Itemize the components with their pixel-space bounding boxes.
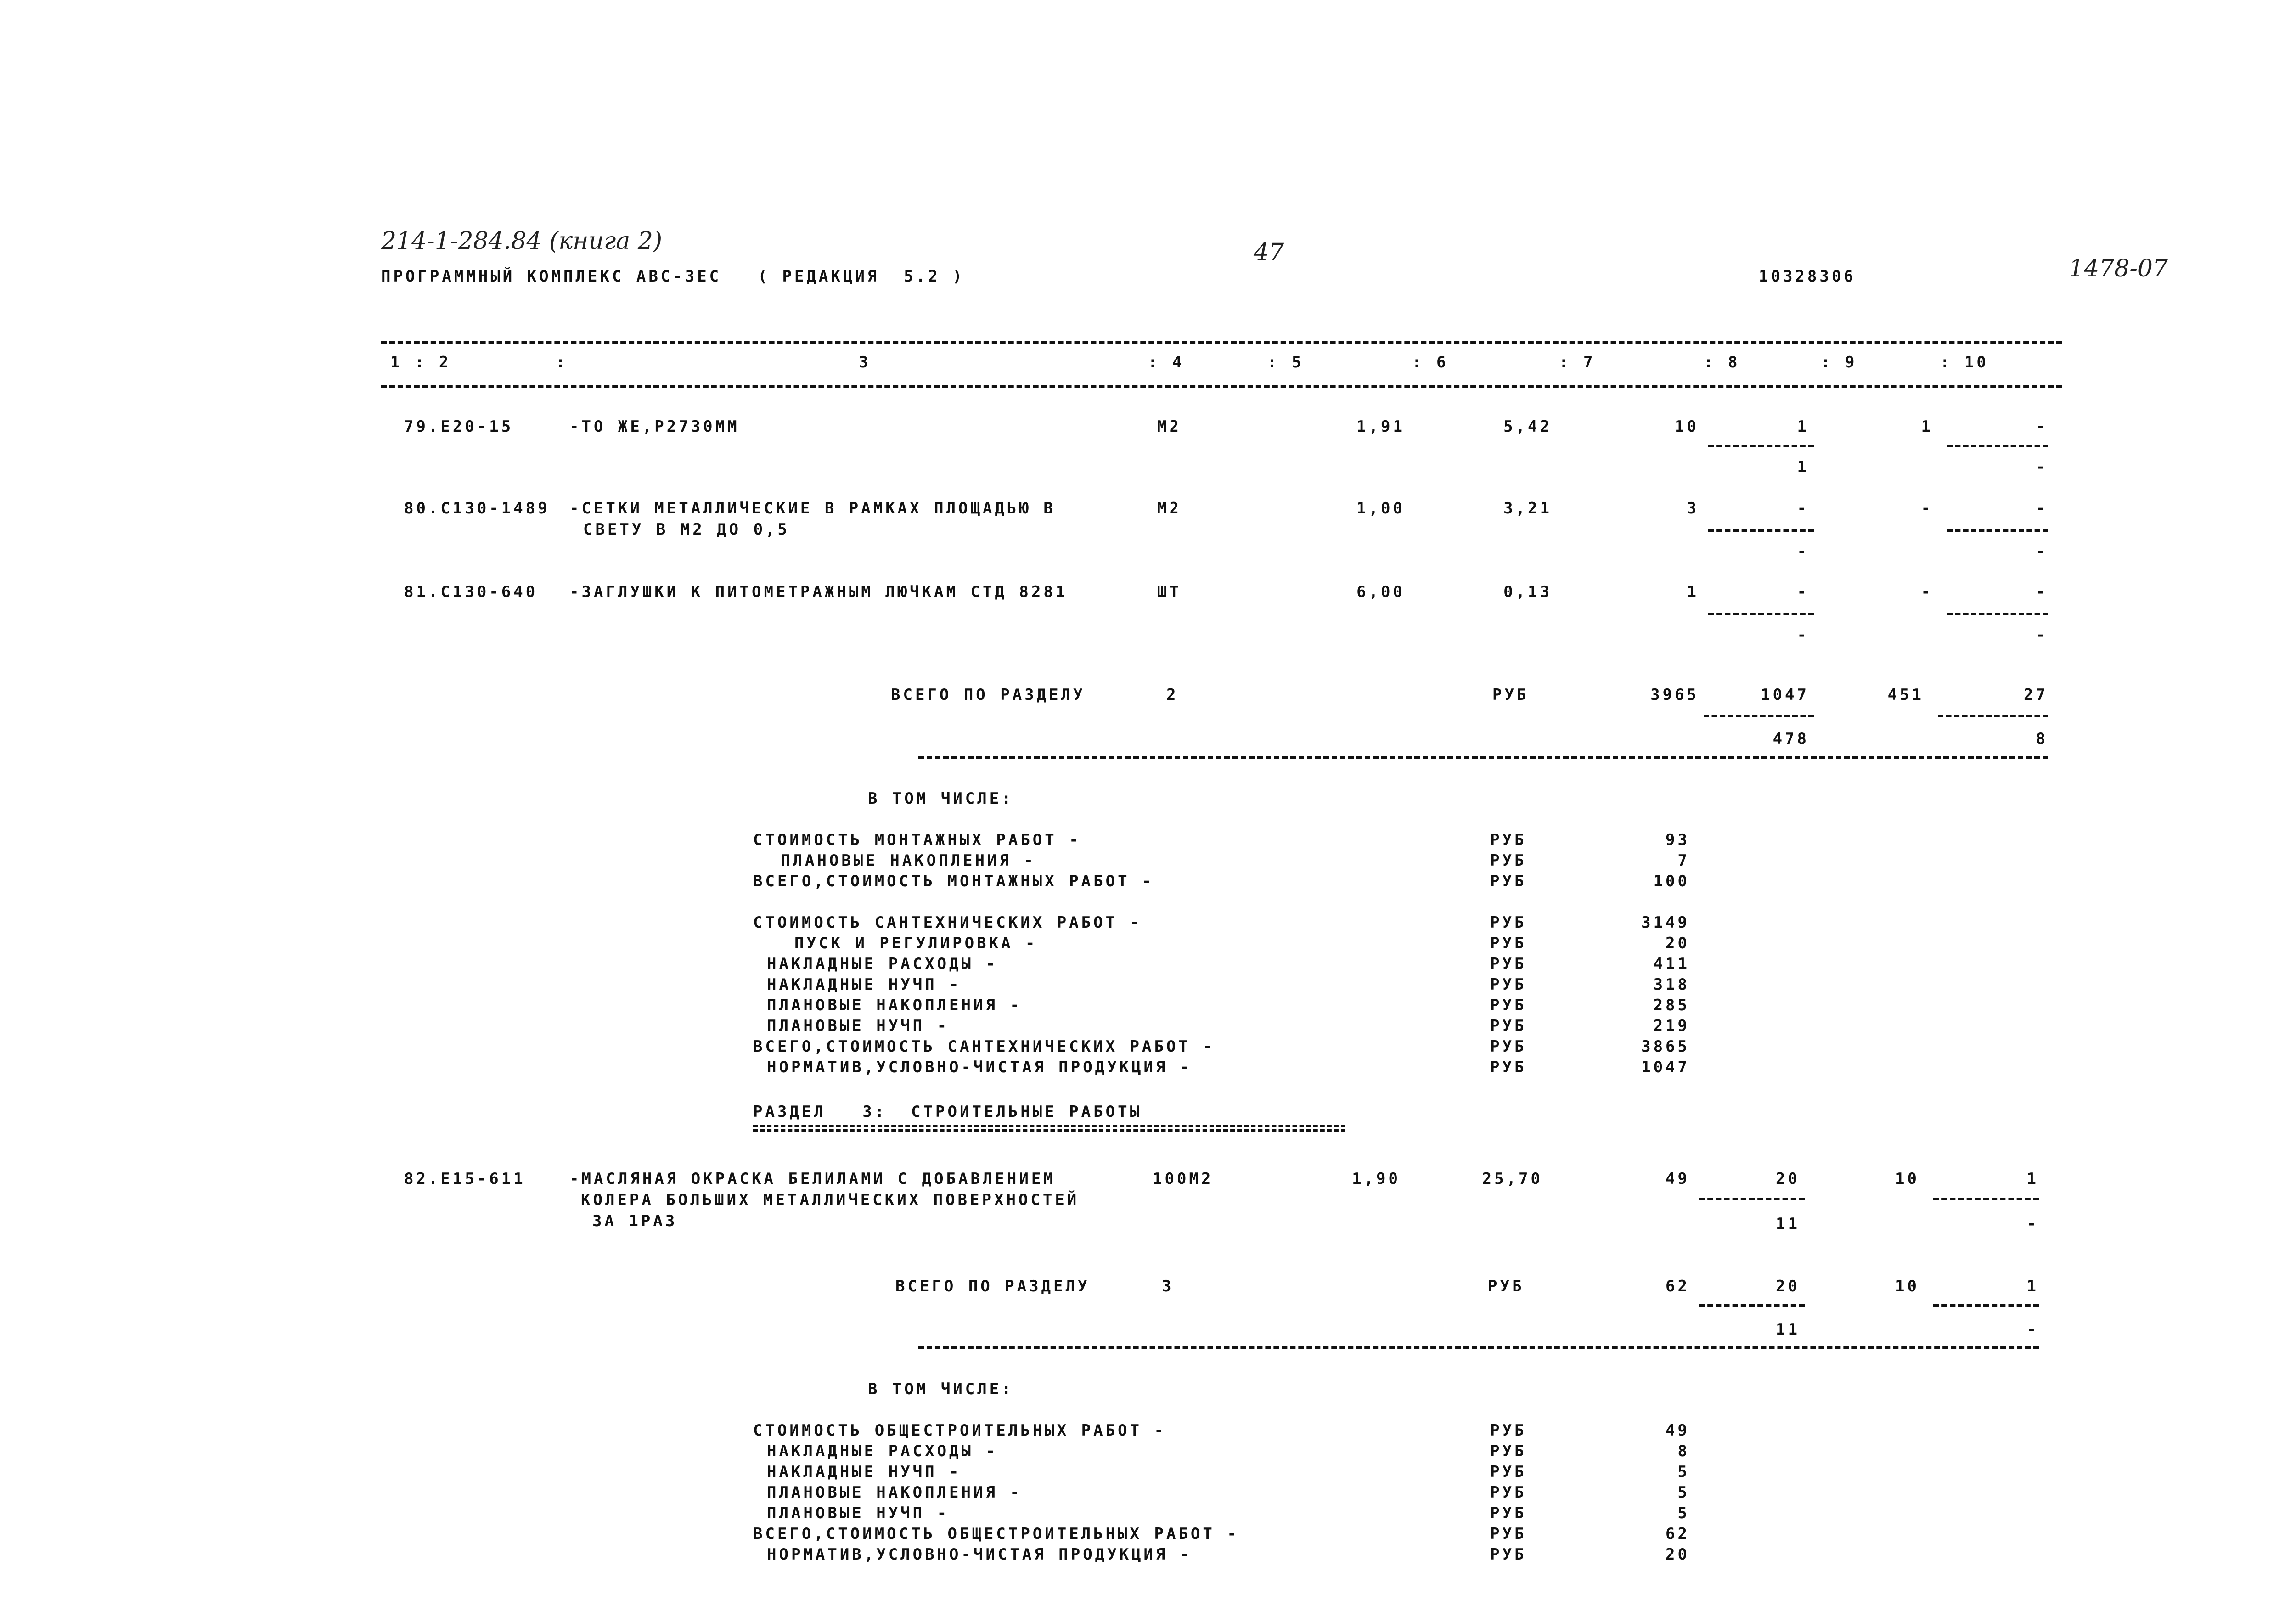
breakdown-value: 5 — [1677, 1463, 1690, 1481]
breakdown-value: 93 — [1666, 831, 1690, 849]
item-82-name-2: КОЛЕРА БОЛЬШИХ МЕТАЛЛИЧЕСКИХ ПОВЕРХНОСТЕЙ — [581, 1191, 1080, 1209]
section-2-total-c8: 1047 — [1761, 686, 1809, 704]
item-80-qty: 1,00 — [1356, 499, 1405, 518]
section-3-total-c8b: 11 — [1776, 1320, 1800, 1339]
item-80-name-1: -СЕТКИ МЕТАЛЛИЧЕСКИЕ В РАМКАХ ПЛОЩАДЬЮ В — [569, 499, 1056, 518]
breakdown-unit: РУБ — [1490, 975, 1527, 994]
section-3-total-rule — [918, 1346, 2039, 1349]
item-79-c10b: - — [2036, 458, 2048, 476]
breakdown-unit: РУБ — [1490, 1463, 1527, 1481]
breakdown-label: НАКЛАДНЫЕ НУЧП - — [767, 1463, 962, 1481]
section-2-total-num: 2 — [1166, 686, 1179, 704]
item-80-name-2: СВЕТУ В М2 ДО 0,5 — [583, 520, 790, 539]
section-2-total-c9: 451 — [1887, 686, 1924, 704]
item-80-unit: М2 — [1157, 499, 1182, 518]
section-2-total-c10: 27 — [2024, 686, 2048, 704]
item-82-id: 82.Е15-611 — [404, 1170, 526, 1188]
breakdown-value: 20 — [1666, 1545, 1690, 1564]
item-80-total: 3 — [1687, 499, 1699, 518]
item-79-c10: - — [2036, 417, 2048, 436]
breakdown-label: НОРМАТИВ,УСЛОВНО-ЧИСТАЯ ПРОДУКЦИЯ - — [767, 1058, 1193, 1076]
item-79-price: 5,42 — [1503, 417, 1552, 436]
item-81-id: 81.С130-640 — [404, 583, 538, 601]
document-code: 10328306 — [1759, 267, 1856, 286]
section-3-total-c10: 1 — [2026, 1277, 2039, 1295]
breakdown-unit: РУБ — [1490, 1058, 1527, 1076]
breakdown-label: НАКЛАДНЫЕ РАСХОДЫ - — [767, 955, 998, 973]
section-3-total-c9: 10 — [1895, 1277, 1919, 1295]
item-82-unit: 100М2 — [1153, 1170, 1214, 1188]
section-2-total-unit: РУБ — [1492, 686, 1529, 704]
item-80-id: 80.С130-1489 — [404, 499, 550, 518]
section-3-title-rule — [753, 1125, 1345, 1132]
item-79-unit: М2 — [1157, 417, 1182, 436]
section-3-total-c8: 20 — [1776, 1277, 1800, 1295]
breakdown-unit: РУБ — [1490, 872, 1527, 890]
breakdown-value: 219 — [1653, 1017, 1690, 1035]
item-80-c8: - — [1797, 499, 1809, 518]
header-rule-top — [381, 341, 2062, 344]
section-3-total-label: ВСЕГО ПО РАЗДЕЛУ — [895, 1277, 1090, 1295]
col-sep: : — [556, 353, 568, 372]
item-81-name: -ЗАГЛУШКИ К ПИТОМЕТРАЖНЫМ ЛЮЧКАМ СТД 8281 — [569, 583, 1068, 601]
breakdown-label: ПЛАНОВЫЕ НУЧП - — [767, 1504, 950, 1522]
section-2-total-rule — [918, 756, 2048, 759]
breakdown-value: 100 — [1653, 872, 1690, 890]
item-81-c8b: - — [1797, 626, 1809, 644]
breakdown-value: 20 — [1666, 934, 1690, 952]
item-80-sub-rule-10 — [1947, 529, 2048, 532]
breakdown-unit: РУБ — [1490, 1421, 1527, 1440]
breakdown-unit: РУБ — [1490, 955, 1527, 973]
item-79-c8b: 1 — [1797, 458, 1809, 476]
col-3: 3 — [859, 353, 871, 372]
header-rule-bottom — [381, 385, 2062, 388]
col-5: : 5 — [1267, 353, 1304, 372]
breakdown-label: ПЛАНОВЫЕ НУЧП - — [767, 1017, 950, 1035]
section-3-sub-rule-8 — [1699, 1304, 1805, 1307]
breakdown-value: 5 — [1677, 1504, 1690, 1522]
handwritten-reference: 214-1-284.84 (книга 2) — [381, 227, 663, 255]
item-82-sub-rule-8 — [1699, 1198, 1805, 1200]
section-2-total-c8b: 478 — [1773, 730, 1809, 748]
section-3-title: РАЗДЕЛ 3: СТРОИТЕЛЬНЫЕ РАБОТЫ — [753, 1103, 1142, 1121]
breakdown-unit: РУБ — [1490, 1545, 1527, 1564]
breakdown-label: ПЛАНОВЫЕ НАКОПЛЕНИЯ - — [767, 996, 1022, 1014]
breakdown-unit: РУБ — [1490, 831, 1527, 849]
section-2-incl-label: В ТОМ ЧИСЛЕ: — [868, 789, 1014, 808]
col-6: : 6 — [1412, 353, 1449, 372]
breakdown-value: 3865 — [1641, 1037, 1690, 1056]
item-81-c10: - — [2036, 583, 2048, 601]
col-4: : 4 — [1148, 353, 1185, 372]
breakdown-label: НАКЛАДНЫЕ РАСХОДЫ - — [767, 1442, 998, 1460]
col-7: : 7 — [1559, 353, 1596, 372]
breakdown-label: ПЛАНОВЫЕ НАКОПЛЕНИЯ - — [767, 1483, 1022, 1502]
section-2-total-c10b: 8 — [2036, 730, 2048, 748]
breakdown-value: 49 — [1666, 1421, 1690, 1440]
breakdown-label: СТОИМОСТЬ МОНТАЖНЫХ РАБОТ - — [753, 831, 1081, 849]
breakdown-unit: РУБ — [1490, 1525, 1527, 1543]
item-81-sub-rule-8 — [1708, 613, 1814, 615]
breakdown-label: СТОИМОСТЬ САНТЕХНИЧЕСКИХ РАБОТ - — [753, 913, 1142, 932]
item-79-total: 10 — [1675, 417, 1699, 436]
breakdown-label: НОРМАТИВ,УСЛОВНО-ЧИСТАЯ ПРОДУКЦИЯ - — [767, 1545, 1193, 1564]
inventory-number: 1478-07 — [2069, 255, 2168, 282]
breakdown-unit: РУБ — [1490, 913, 1527, 932]
item-81-c10b: - — [2036, 626, 2048, 644]
section-2-sub-rule-8 — [1704, 715, 1814, 717]
item-82-c10: 1 — [2026, 1170, 2039, 1188]
item-79-c8: 1 — [1797, 417, 1809, 436]
item-82-name-3: ЗА 1РАЗ — [592, 1212, 678, 1230]
item-82-sub-rule-10 — [1933, 1198, 2039, 1200]
item-82-name-1: -МАСЛЯНАЯ ОКРАСКА БЕЛИЛАМИ С ДОБАВЛЕНИЕМ — [569, 1170, 1056, 1188]
item-82-c10b: - — [2026, 1215, 2039, 1233]
item-82-c8b: 11 — [1776, 1215, 1800, 1233]
breakdown-label: СТОИМОСТЬ ОБЩЕСТРОИТЕЛЬНЫХ РАБОТ - — [753, 1421, 1166, 1440]
section-3-total-unit: РУБ — [1488, 1277, 1525, 1295]
item-81-unit: ШТ — [1157, 583, 1182, 601]
breakdown-value: 8 — [1677, 1442, 1690, 1460]
section-2-total-label: ВСЕГО ПО РАЗДЕЛУ — [891, 686, 1086, 704]
breakdown-value: 62 — [1666, 1525, 1690, 1543]
item-81-price: 0,13 — [1503, 583, 1552, 601]
breakdown-value: 5 — [1677, 1483, 1690, 1502]
section-2-sub-rule-10 — [1938, 715, 2048, 717]
breakdown-unit: РУБ — [1490, 934, 1527, 952]
item-82-qty: 1,90 — [1352, 1170, 1401, 1188]
item-79-qty: 1,91 — [1356, 417, 1405, 436]
col-10: : 10 — [1940, 353, 1989, 372]
section-2-total-value: 3965 — [1650, 686, 1699, 704]
item-80-sub-rule-8 — [1708, 529, 1814, 532]
item-82-price: 25,70 — [1482, 1170, 1543, 1188]
item-81-sub-rule-10 — [1947, 613, 2048, 615]
item-79-c9: 1 — [1921, 417, 1933, 436]
item-80-c9: - — [1921, 499, 1933, 518]
breakdown-unit: РУБ — [1490, 1504, 1527, 1522]
program-header: ПРОГРАММНЫЙ КОМПЛЕКС АВС-ЗЕС ( РЕДАКЦИЯ 5.2 ) — [381, 267, 965, 286]
item-79-sub-rule-8 — [1708, 445, 1814, 447]
breakdown-unit: РУБ — [1490, 1037, 1527, 1056]
section-3-incl-label: В ТОМ ЧИСЛЕ: — [868, 1380, 1014, 1398]
breakdown-value: 318 — [1653, 975, 1690, 994]
item-79-sub-rule-10 — [1947, 445, 2048, 447]
item-81-c8: - — [1797, 583, 1809, 601]
item-81-qty: 6,00 — [1356, 583, 1405, 601]
page-number: 47 — [1254, 239, 1284, 266]
breakdown-label: ВСЕГО,СТОИМОСТЬ ОБЩЕСТРОИТЕЛЬНЫХ РАБОТ - — [753, 1525, 1239, 1543]
item-82-c9: 10 — [1895, 1170, 1919, 1188]
breakdown-value: 1047 — [1641, 1058, 1690, 1076]
item-79-id: 79.Е20-15 — [404, 417, 514, 436]
section-3-total-c10b: - — [2026, 1320, 2039, 1339]
breakdown-label: ВСЕГО,СТОИМОСТЬ САНТЕХНИЧЕСКИХ РАБОТ - — [753, 1037, 1215, 1056]
item-79-name: -ТО ЖЕ,Р2730ММ — [569, 417, 740, 436]
breakdown-value: 3149 — [1641, 913, 1690, 932]
breakdown-value: 411 — [1653, 955, 1690, 973]
item-81-c9: - — [1921, 583, 1933, 601]
breakdown-value: 285 — [1653, 996, 1690, 1014]
col-1-2: 1 : 2 — [390, 353, 451, 372]
breakdown-unit: РУБ — [1490, 1017, 1527, 1035]
breakdown-label: НАКЛАДНЫЕ НУЧП - — [767, 975, 962, 994]
breakdown-value: 7 — [1677, 851, 1690, 870]
breakdown-label: ПУСК И РЕГУЛИРОВКА - — [794, 934, 1038, 952]
item-81-total: 1 — [1687, 583, 1699, 601]
section-3-total-num: 3 — [1162, 1277, 1174, 1295]
item-80-c8b: - — [1797, 542, 1809, 561]
breakdown-unit: РУБ — [1490, 1442, 1527, 1460]
breakdown-unit: РУБ — [1490, 851, 1527, 870]
item-82-c8: 20 — [1776, 1170, 1800, 1188]
section-3-sub-rule-10 — [1933, 1304, 2039, 1307]
item-80-price: 3,21 — [1503, 499, 1552, 518]
item-80-c10: - — [2036, 499, 2048, 518]
breakdown-unit: РУБ — [1490, 996, 1527, 1014]
col-8: : 8 — [1704, 353, 1740, 372]
breakdown-unit: РУБ — [1490, 1483, 1527, 1502]
col-9: : 9 — [1821, 353, 1857, 372]
item-80-c10b: - — [2036, 542, 2048, 561]
item-82-total: 49 — [1666, 1170, 1690, 1188]
section-3-total-value: 62 — [1666, 1277, 1690, 1295]
breakdown-label: ВСЕГО,СТОИМОСТЬ МОНТАЖНЫХ РАБОТ - — [753, 872, 1154, 890]
breakdown-label: ПЛАНОВЫЕ НАКОПЛЕНИЯ - — [781, 851, 1036, 870]
